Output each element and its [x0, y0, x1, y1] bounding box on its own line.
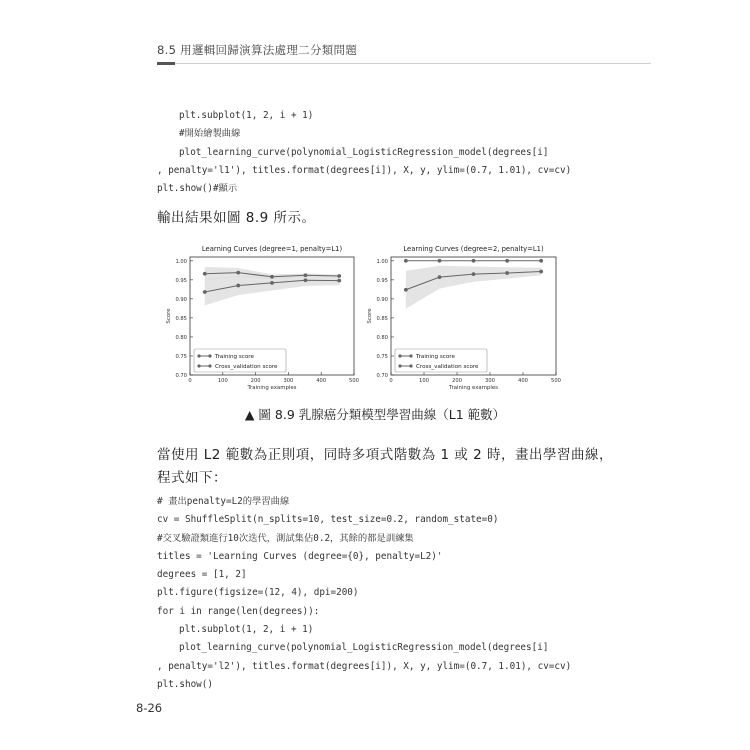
x-axis-label: Training examples: [449, 385, 498, 391]
page-number: 8-26: [136, 701, 163, 715]
cv-score-point: [438, 275, 442, 279]
code-line: plt.subplot(1, 2, i + 1): [179, 110, 314, 121]
y-tick-label: 0.90: [175, 296, 187, 303]
std-band-cv: [205, 275, 339, 306]
code-block-1: [157, 107, 571, 198]
cv-score-point: [270, 281, 274, 285]
code-line: # 畫出penalty=L2的學習曲線: [157, 496, 290, 507]
code-block-2: [157, 493, 571, 694]
y-tick-label: 0.85: [376, 315, 388, 322]
x-tick-label: 400: [316, 378, 327, 384]
legend-marker-training-score: [398, 354, 401, 357]
y-tick-label: 0.95: [175, 277, 187, 284]
cv-score-point: [404, 288, 408, 292]
legend-label-cv-score: Cross_validation score: [215, 364, 278, 370]
paragraph-line: 當使用 L2 範數為正則項，同時多項式階數為 1 或 2 時，畫出學習曲線，: [157, 447, 614, 463]
chart-title: Learning Curves (degree=2, penalty=L1): [403, 245, 544, 253]
learning-curve-figure: [0, 240, 750, 391]
legend-label-training-score: Training score: [215, 354, 254, 360]
cv-score-point: [236, 284, 240, 288]
y-tick-label: 0.75: [376, 353, 388, 360]
body-paragraph-2: [157, 444, 613, 490]
y-tick-label: 0.80: [175, 334, 187, 341]
x-tick-label: 500: [551, 378, 561, 384]
x-tick-label: 200: [250, 378, 261, 384]
legend-marker-training-score: [409, 354, 412, 357]
training-score-point: [304, 273, 308, 277]
figure-caption: ▲ 圖 8.9 乳腺癌分類模型學習曲線（L1 範數）: [244, 407, 506, 422]
body-paragraph-1: 輸出結果如圖 8.9 所示。: [157, 210, 316, 226]
training-score-point: [236, 271, 240, 275]
x-axis-label: Training examples: [247, 385, 297, 391]
y-axis-label: Score: [367, 308, 373, 324]
y-axis-label: Score: [166, 308, 172, 324]
training-score-point: [270, 275, 274, 279]
cv-score-point: [304, 278, 308, 282]
legend-marker-cv-score: [409, 364, 412, 367]
cv-score-point: [505, 271, 509, 275]
y-tick-label: 0.95: [376, 277, 388, 284]
code-line: plot_learning_curve(polynomial_LogisticRegression_model(degrees[i]: [179, 146, 549, 158]
legend-label-training-score: Training score: [416, 354, 455, 360]
x-tick-label: 500: [349, 378, 359, 384]
chart-panel-degree2: [367, 245, 561, 391]
legend-marker-training-score: [197, 354, 200, 357]
code-line: degrees = [1, 2]: [157, 569, 247, 581]
code-line: plt.show(): [157, 678, 213, 690]
training-score-point: [203, 272, 207, 276]
training-score-point: [505, 259, 509, 263]
x-tick-label: 0: [389, 378, 393, 384]
x-tick-label: 0: [188, 378, 192, 384]
header-accent-bar: [157, 62, 175, 65]
training-score-point: [337, 274, 341, 278]
code-line: for i in range(len(degrees)):: [157, 605, 320, 617]
header-divider: [175, 63, 651, 64]
chart-panel-degree1: [166, 245, 359, 391]
chart-title: Learning Curves (degree=1, penalty=L1): [201, 245, 343, 253]
x-tick-label: 300: [485, 378, 495, 384]
y-tick-label: 1.00: [175, 258, 187, 265]
x-tick-label: 200: [452, 378, 462, 384]
code-line: titles = 'Learning Curves (degree={0}, penalty=L2)': [157, 550, 443, 562]
x-tick-label: 100: [217, 378, 228, 384]
cv-score-point: [337, 279, 341, 283]
cv-score-point: [472, 272, 476, 276]
legend-label-cv-score: Cross_validation score: [416, 364, 479, 370]
code-line: #開始繪製曲線: [179, 128, 241, 140]
cv-score-point: [203, 290, 207, 294]
code-line: plt.figure(figsize=(12, 4), dpi=200): [157, 587, 359, 599]
code-line: #交叉驗證類進行10次迭代，測試集佔0.2，其餘的都是訓練集: [157, 532, 414, 544]
chapter-header: 8.5 用邏輯回歸演算法處理二分類問題: [157, 43, 358, 57]
paragraph-line: 程式如下：: [157, 470, 227, 486]
y-tick-label: 0.85: [175, 315, 187, 322]
legend-marker-training-score: [208, 354, 211, 357]
code-line: plt.show()#顯示: [157, 183, 238, 195]
training-score-point: [404, 259, 408, 263]
x-tick-label: 100: [419, 378, 429, 384]
y-tick-label: 1.00: [376, 258, 388, 265]
training-score-point: [438, 259, 442, 263]
y-tick-label: 0.70: [175, 373, 187, 379]
y-tick-label: 0.80: [376, 334, 388, 341]
code-line: plot_learning_curve(polynomial_LogisticRegression_model(degrees[i]: [179, 642, 549, 654]
training-score-point: [472, 259, 476, 263]
y-tick-label: 0.70: [376, 373, 388, 379]
legend-marker-cv-score: [398, 364, 401, 367]
training-score-point: [539, 259, 543, 263]
legend-marker-cv-score: [208, 364, 211, 367]
y-tick-label: 0.75: [175, 353, 187, 360]
x-tick-label: 300: [283, 378, 294, 384]
y-tick-label: 0.90: [376, 296, 388, 303]
legend-marker-cv-score: [197, 364, 200, 367]
cv-score-point: [539, 270, 543, 274]
code-line: , penalty='l2'), titles.format(degrees[i]), X, y, ylim=(0.7, 1.01), cv=cv): [157, 660, 572, 672]
code-line: , penalty='l1'), titles.format(degrees[i]), X, y, ylim=(0.7, 1.01), cv=cv): [157, 164, 572, 176]
code-line: cv = ShuffleSplit(n_splits=10, test_size=0.2, random_state=0): [157, 514, 499, 526]
x-tick-label: 400: [518, 378, 528, 384]
code-line: plt.subplot(1, 2, i + 1): [179, 624, 314, 636]
